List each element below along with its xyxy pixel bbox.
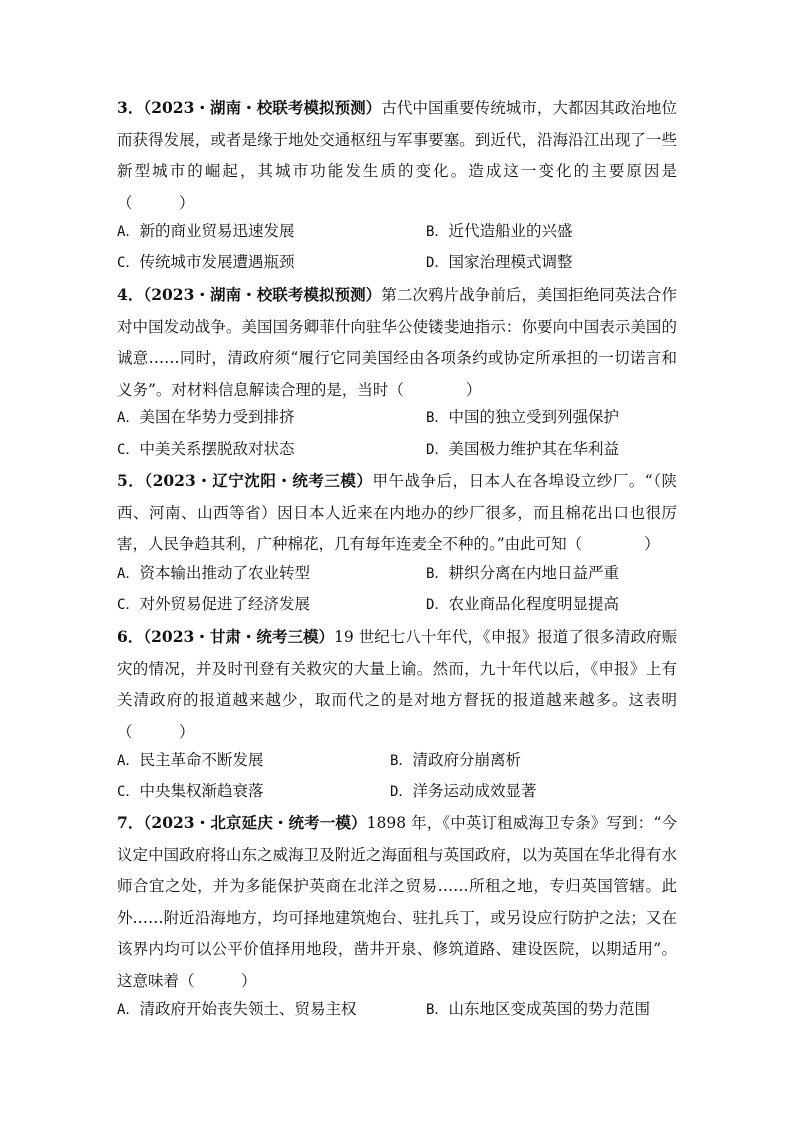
option-d: D．农业商品化程度明显提高 — [426, 595, 619, 613]
option-c: C．对外贸易促进了经济发展 — [117, 595, 310, 613]
option-a: A．民主革命不断发展 — [117, 751, 264, 769]
question-number: 3． — [117, 98, 144, 117]
option-d: D．国家治理模式调整 — [426, 253, 573, 271]
question-4 — [117, 279, 677, 406]
question-source: （2023・湖南・校联考模拟预测） — [143, 98, 382, 117]
question-stem: 甲午战争后，日本人在各埠设立纱厂。“（陕西、河南、山西等省）因日本人近来在内地办的纱厂很多，而且棉花出口也很厉害，人民争趋其利，广种棉花，几有每年连麦全不种的。”由此可知（ ） — [117, 472, 677, 553]
question-stem: 第二次鸦片战争前后，美国拒绝同英法合作对中国发动战争。美国国务卿菲什向驻华公使镂斐迪指示：你要向中国表示美国的诚意……同时，清政府须“履行它同美国经由各项条约或协定所承担的一切诺言和义务”。对材料信息解读合理的是，当时（ ） — [117, 286, 677, 399]
option-b: B．中国的独立受到列强保护 — [426, 408, 619, 426]
option-b: B．山东地区变成英国的势力范围 — [426, 1000, 650, 1018]
option-a: A．新的商业贸易迅速发展 — [117, 222, 295, 240]
question-source: （2023・辽宁沈阳・统考三模） — [144, 471, 373, 490]
question-5 — [117, 465, 677, 561]
option-a: A．资本输出推动了农业转型 — [117, 564, 310, 582]
question-7 — [117, 807, 677, 997]
question-number: 4． — [117, 285, 144, 304]
option-a: A．清政府开始丧失领土、贸易主权 — [117, 1000, 357, 1018]
option-c: C．中央集权渐趋衰落 — [117, 782, 264, 800]
question-stem: 1898 年，《中英订租威海卫专条》写到：“今议定中国政府将山东之威海卫及附近之海面租与英国政府，以为英国在华北得有水师合宜之处，并为多能保护英商在北洋之贸易……所租之地，专归英国管辖。此外……附近沿海地方，均可择地建筑炮台、驻扎兵丁，或另设应行防护之法；又在该界内均可以公平价值择用地段，凿井开泉、修筑道路、建设医院，以期适用”。这意味着（ ） — [117, 814, 677, 990]
question-number: 6． — [117, 627, 144, 646]
option-c: C．中美关系摆脱敌对状态 — [117, 440, 295, 458]
question-number: 5． — [117, 471, 145, 490]
question-source: （2023・北京延庆・统考一模） — [143, 813, 367, 832]
question-source: （2023・甘肃・统考三模） — [143, 627, 335, 646]
question-3 — [117, 92, 677, 219]
question-6 — [117, 621, 677, 748]
option-b: B．耕织分离在内地日益严重 — [426, 564, 619, 582]
question-source: （2023・湖南・校联考模拟预测） — [143, 285, 382, 304]
question-number: 7． — [117, 813, 144, 832]
option-d: D．美国极力维护其在华利益 — [426, 440, 619, 458]
option-d: D．洋务运动成效显著 — [390, 782, 537, 800]
question-stem: 古代中国重要传统城市，大都因其政治地位而获得发展，或者是缘于地处交通枢纽与军事要塞。到近代，沿海沿江出现了一些新型城市的崛起，其城市功能发生质的变化。造成这一变化的主要原因是（ ） — [117, 99, 677, 212]
option-c: C．传统城市发展遭遇瓶颈 — [117, 253, 295, 271]
option-b: B．近代造船业的兴盛 — [426, 222, 573, 240]
question-stem: 19 世纪七八十年代，《申报》报道了很多清政府赈灾的情况，并及时刊登有关救灾的大量上谕。然而，九十年代以后，《申报》上有关清政府的报道越来越少，取而代之的是对地方督抚的报道越来越多。这表明（ ） — [117, 628, 677, 741]
option-a: A．美国在华势力受到排挤 — [117, 408, 295, 426]
option-b: B．清政府分崩离析 — [390, 751, 521, 769]
